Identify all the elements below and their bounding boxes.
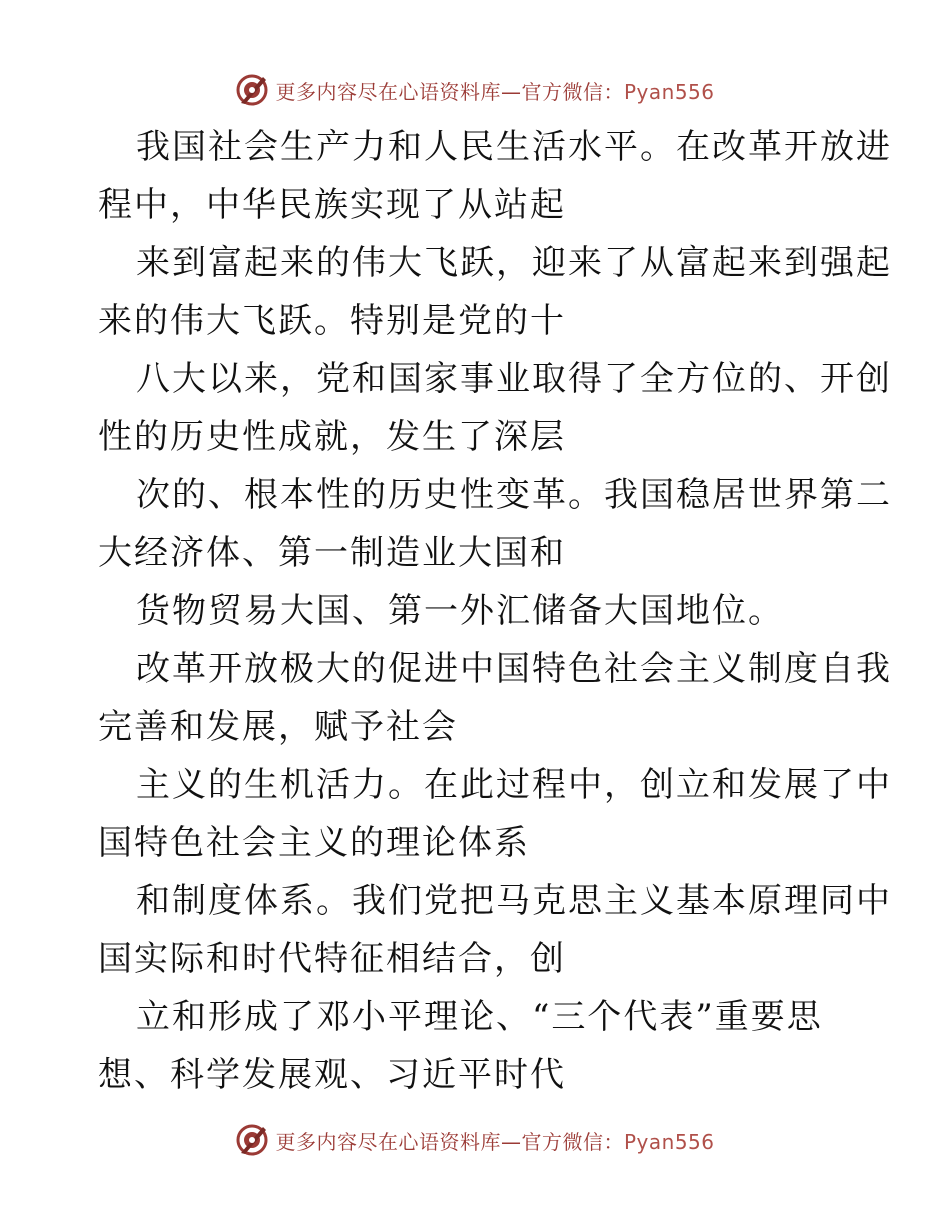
- paragraph: [98, 756, 892, 872]
- quill-seal-icon: [235, 1123, 269, 1157]
- wechat-handle: Pyan556: [623, 79, 715, 104]
- paragraph: [98, 466, 892, 582]
- paragraph-line: 八大以来，党和国家事业取得了全方位的、开创: [136, 359, 892, 399]
- paragraph: [98, 350, 892, 466]
- document-body: [98, 118, 892, 1104]
- paragraph-line: 立和形成了邓小平理论、“三个代表”重要思: [136, 997, 823, 1037]
- paragraph-line: 性的历史性成就，发生了深层: [98, 417, 566, 457]
- footer-banner-text: 更多内容尽在心语资料库—官方微信：Pyan556: [275, 1129, 715, 1154]
- header-banner-text: 更多内容尽在心语资料库—官方微信：Pyan556: [275, 79, 715, 104]
- paragraph-line: 货物贸易大国、第一外汇储备大国地位。: [136, 591, 784, 631]
- header-banner: [0, 70, 950, 110]
- paragraph-line: 次的、根本性的历史性变革。我国稳居世界第二: [136, 475, 892, 515]
- paragraph: [98, 640, 892, 756]
- paragraph-line: 主义的生机活力。在此过程中，创立和发展了中: [136, 765, 892, 805]
- paragraph: [98, 872, 892, 988]
- paragraph-line: 改革开放极大的促进中国特色社会主义制度自我: [136, 649, 892, 689]
- paragraph-line: 程中，中华民族实现了从站起: [98, 185, 566, 225]
- paragraph-line: 国特色社会主义的理论体系: [98, 823, 530, 863]
- paragraph: [98, 582, 858, 640]
- paragraph-line: 完善和发展，赋予社会: [98, 707, 458, 747]
- paragraph-line: 和制度体系。我们党把马克思主义基本原理同中: [136, 881, 892, 921]
- paragraph-line: 来的伟大飞跃。特别是党的十: [98, 301, 566, 341]
- wechat-handle: Pyan556: [623, 1129, 715, 1154]
- paragraph-line: 大经济体、第一制造业大国和: [98, 533, 566, 573]
- paragraph: [98, 234, 892, 350]
- quill-seal-icon: [235, 73, 269, 107]
- paragraph-line: 我国社会生产力和人民生活水平。在改革开放进: [136, 127, 892, 167]
- paragraph: [98, 988, 858, 1104]
- paragraph-line: 国实际和时代特征相结合，创: [98, 939, 566, 979]
- footer-banner: [0, 1120, 950, 1160]
- paragraph-line: 想、科学发展观、习近平时代: [98, 1055, 566, 1095]
- paragraph: [98, 118, 892, 234]
- paragraph-line: 来到富起来的伟大飞跃，迎来了从富起来到强起: [136, 243, 892, 283]
